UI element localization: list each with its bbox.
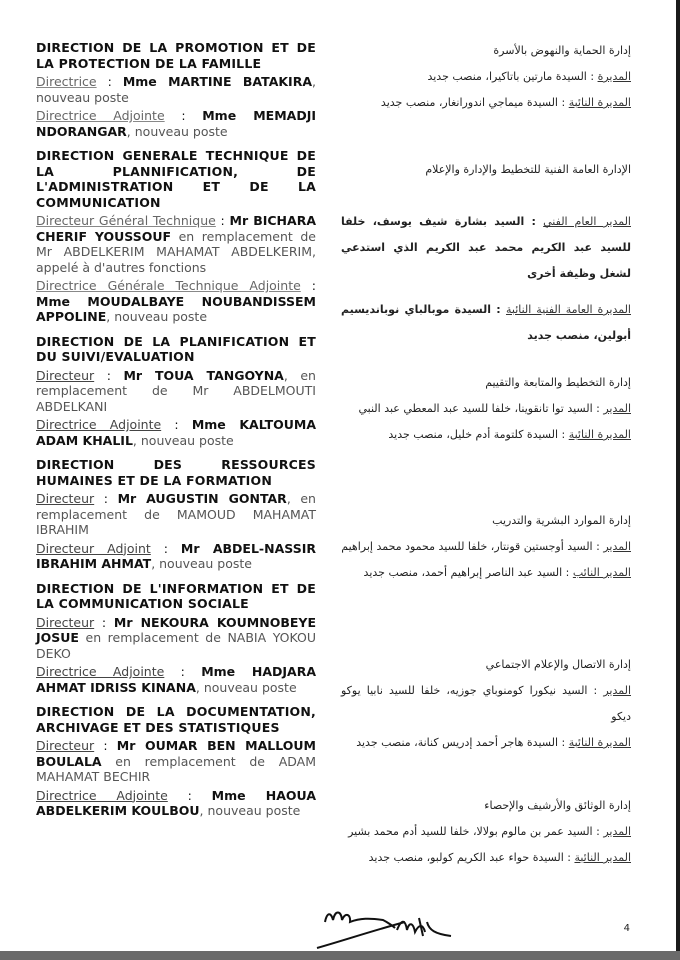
entry-note: , en remplacement de Mr ABDELMOUTI ABDELKANI [36, 367, 316, 414]
fr-entry [36, 788, 316, 819]
ar-entry [341, 560, 631, 586]
entry-note: en remplacement de Mr ABDELKERIM MAHAMAT ABDELKERIM, appelé à d'autres fonctions [36, 228, 316, 275]
ar-entry [341, 845, 631, 871]
fr-section-title: DIRECTION DE LA DOCUMENTATION, ARCHIVAGE ET DES STATISTIQUES [36, 704, 316, 735]
entry-note: , nouveau poste [36, 74, 316, 105]
ar-entry-text: : السيدة ميماجي اندورانغار، منصب جديد [380, 96, 569, 109]
ar-role-label: المديرة النائبة [568, 96, 631, 109]
right-edge-shadow [676, 0, 680, 960]
separator: : [94, 614, 114, 630]
ar-entry [341, 297, 631, 349]
ar-section-title: إدارة الموارد البشرية والتدريب [492, 514, 631, 527]
french-column [36, 40, 316, 828]
separator: : [167, 787, 212, 803]
fr-entry [36, 278, 316, 325]
ar-section-title: الإدارة العامة الفنية للتخطيط والإدارة والإعلام [425, 163, 631, 176]
ar-entry [341, 90, 631, 116]
ar-section [341, 370, 631, 448]
entry-note: , nouveau poste [126, 123, 228, 139]
ar-role-label: المدير النائبة [574, 851, 631, 864]
ar-section-title: إدارة الوثائق والأرشيف والإحصاء [484, 799, 631, 812]
ar-role-label: المدير [603, 540, 631, 553]
page-number: 4 [623, 923, 630, 934]
separator: : [161, 417, 192, 432]
person-name: Mr ABDEL-NASSIR IBRAHIM AHMAT [36, 540, 316, 571]
fr-entry [36, 417, 316, 448]
fr-section [36, 148, 316, 325]
ar-role-label: المدير [603, 684, 631, 697]
ar-section-title: إدارة الحماية والنهوض بالأسرة [493, 44, 631, 57]
fr-section-title: DIRECTION DE LA PROMOTION ET DE LA PROTECTION DE LA FAMILLE [36, 40, 316, 71]
ar-entry [341, 422, 631, 448]
separator: : [94, 491, 118, 506]
entry-note: , nouveau poste [151, 556, 252, 571]
fr-entry [36, 108, 316, 139]
signature [315, 900, 455, 950]
person-name: Mr BICHARA CHERIF YOUSSOUF [36, 213, 316, 244]
ar-role-label: المديرة [597, 70, 631, 83]
fr-section-title: DIRECTION DE LA PLANIFICATION ET DU SUIVI/EVALUATION [36, 333, 316, 364]
fr-entry [36, 213, 316, 275]
fr-entry [36, 491, 316, 538]
ar-entry-text: : السيد توا تانقوينا، خلفا للسيد عبد المعطي عبد النبي [358, 402, 604, 415]
fr-section-title: DIRECTION GENERALE TECHNIQUE DE LA PLANNIFICATION, DE L'ADMINISTRATION ET DE LA COMMUNICATION [36, 148, 316, 210]
role-label: Directeur [36, 367, 95, 383]
fr-section [36, 704, 316, 819]
fr-entry [36, 664, 316, 695]
entry-note: en remplacement de ADAM MAHAMAT BECHIR [36, 753, 316, 784]
person-name: Mme MARTINE BATAKIRA [122, 74, 313, 89]
person-name: Mme HADJARA AHMAT IDRISS KINANA [36, 664, 316, 695]
ar-role-label: المديرة العامة الفنية النائبة [505, 303, 631, 316]
fr-entry [36, 74, 316, 105]
role-label: Directeur [36, 738, 95, 753]
ar-entry-text: : السيدة هاجر أحمد إدريس كنانة، منصب جديد [356, 736, 569, 749]
ar-section [341, 508, 631, 586]
ar-role-label: المديرة النائبة [568, 428, 631, 441]
ar-entry-text: : السيد أوجستين قونتار، خلفا للسيد محمود محمد إبراهيم [341, 540, 604, 553]
ar-entry-text: : السيدة حواء عبد الكريم كولبو، منصب جديد [368, 851, 575, 864]
person-name: Mme HAOUA ABDELKERIM KOULBOU [36, 787, 316, 818]
person-name: Mme MOUDALBAYE NOUBANDISSEM APPOLINE [36, 293, 316, 324]
ar-entry-text: : السيدة كلتومة أدم خليل، منصب جديد [388, 428, 569, 441]
person-name: Mme MEMADJI NDORANGAR [36, 108, 316, 139]
role-label: Directeur [36, 614, 95, 630]
ar-section-title: إدارة التخطيط والمتابعة والتقييم [485, 376, 631, 389]
person-name: Mr TOUA TANGOYNA [123, 367, 284, 383]
ar-section [341, 38, 631, 116]
ar-section-title: إدارة الاتصال والإعلام الاجتماعي [485, 658, 631, 671]
fr-section [36, 334, 316, 449]
ar-section [341, 157, 631, 349]
fr-section-title: DIRECTION DE L'INFORMATION ET DE LA COMMUNICATION SOCIALE [36, 580, 316, 611]
entry-note: , en remplacement de MAMOUD MAHAMAT IBRAHIM [36, 491, 316, 537]
separator: : [300, 278, 317, 293]
ar-entry [341, 534, 631, 560]
separator: : [164, 108, 203, 123]
ar-entry-text: : السيد عبد الناصر إبراهيم أحمد، منصب جديد [363, 566, 573, 579]
person-name: Mr OUMAR BEN MALLOUM BOULALA [36, 738, 316, 769]
separator: : [96, 74, 123, 89]
ar-role-label: المدير النائب [572, 566, 631, 579]
role-label: Directeur [36, 491, 95, 506]
separator: : [94, 367, 124, 383]
ar-role-label: المدير العام الفني [543, 215, 631, 228]
fr-entry [36, 738, 316, 785]
separator: : [94, 738, 117, 753]
role-label: Directrice Adjointe [36, 664, 165, 679]
separator: : [164, 664, 202, 679]
ar-entry [341, 678, 631, 730]
entry-note: en remplacement de NABIA YOKOU DEKO [36, 630, 316, 661]
role-label: Directrice [36, 74, 97, 89]
fr-entry [36, 541, 316, 572]
entry-note: , nouveau poste [106, 309, 208, 324]
ar-entry-text: : السيد عمر بن مالوم بولالا، خلفا للسيد أدم محمد بشير [348, 825, 604, 838]
ar-entry [341, 730, 631, 756]
ar-entry [341, 396, 631, 422]
ar-entry [341, 209, 631, 287]
fr-entry [36, 368, 316, 415]
separator: : [215, 213, 230, 228]
ar-role-label: المدير [603, 825, 631, 838]
ar-entry-text: : السيدة مارتين باتاكيرا، منصب جديد [427, 70, 598, 83]
role-label: Directrice Adjointe [36, 787, 168, 803]
ar-entry [341, 64, 631, 90]
role-label: Directeur Adjoint [36, 540, 151, 556]
ar-entry [341, 819, 631, 845]
fr-section [36, 457, 316, 572]
entry-note: , nouveau poste [132, 432, 234, 448]
entry-note: , nouveau poste [199, 803, 301, 818]
ar-entry-text: : السيد بشارة شيف يوسف، خلفا للسيد عبد الكريم محمد عبد الكريم الذي استدعي لشغل وظيفة أخرى [341, 215, 631, 280]
ar-role-label: المديرة النائبة [568, 736, 631, 749]
ar-entry-text: : السيد نيكورا كومنوباي جوزيه، خلفا للسيد نابيا يوكو ديكو [341, 684, 631, 723]
fr-section [36, 581, 316, 696]
fr-entry [36, 615, 316, 662]
role-label: Directrice Adjointe [36, 417, 162, 432]
person-name: Mr AUGUSTIN GONTAR [117, 491, 287, 506]
ar-entry-text: : السيدة موبالباي نوباندیسیم أبولين، منصب جديد [341, 303, 631, 342]
role-label: Directrice Adjointe [36, 108, 165, 123]
ar-section [341, 652, 631, 756]
fr-section-title: DIRECTION DES RESSOURCES HUMAINES ET DE LA FORMATION [36, 457, 316, 488]
role-label: Directrice Générale Technique Adjointe [36, 278, 301, 293]
fr-section [36, 40, 316, 139]
role-label: Directeur Général Technique [36, 213, 216, 228]
ar-section [341, 793, 631, 871]
person-name: Mr NEKOURA KOUMNOBEYE JOSUE [36, 614, 316, 645]
entry-note: , nouveau poste [195, 679, 297, 695]
person-name: Mme KALTOUMA ADAM KHALIL [36, 417, 317, 448]
separator: : [150, 540, 181, 556]
ar-role-label: المدير [603, 402, 631, 415]
bottom-edge-shadow [0, 951, 680, 960]
